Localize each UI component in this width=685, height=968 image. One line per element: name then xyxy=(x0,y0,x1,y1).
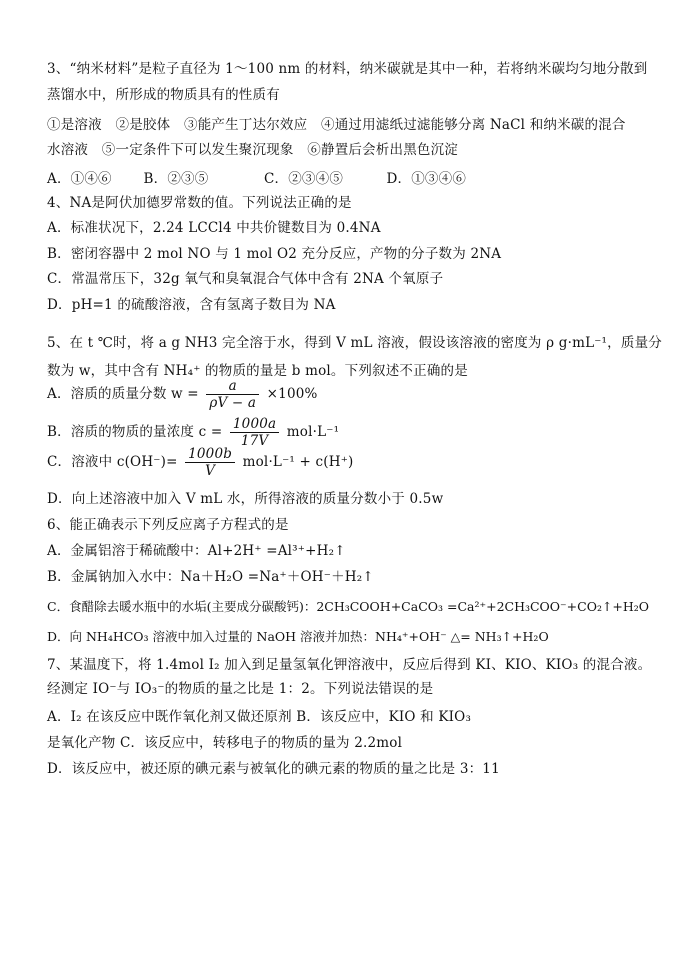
q5-option-a-tail: ×100% xyxy=(266,386,318,402)
q4-option-b: B．密闭容器中 2 mol NO 与 1 mol O2 充分反应，产物的分子数为 2NA xyxy=(47,246,502,262)
q5-option-d: D．向上述溶液中加入 V mL 水，所得溶液的质量分数小于 0.5w xyxy=(47,491,444,507)
q6-option-d: D．向 NH₄HCO₃ 溶液中加入过量的 NaOH 溶液并加热：NH₄⁺+OH⁻ △= NH₃↑+H₂O xyxy=(47,629,549,644)
q3-items-line-1: ①是溶液 ②是胶体 ③能产生丁达尔效应 ④通过用滤纸过滤能够分离 NaCl 和纳米碳的混合 xyxy=(47,117,626,133)
q3-option-c: C．②③④⑤ xyxy=(264,171,344,187)
q6-stem: 6、能正确表示下列反应离子方程式的是 xyxy=(47,517,289,533)
q7-option-b-c: 是氧化产物 C．该反应中，转移电子的物质的量为 2.2mol xyxy=(47,735,403,751)
q5-option-a xyxy=(47,378,318,411)
q4-option-a: A．标准状况下，2.24 LCCl4 中共价键数目为 0.4NA xyxy=(47,220,381,236)
q6-option-a: A．金属铝溶于稀硫酸中：Al+2H⁺ =Al³⁺+H₂↑ xyxy=(47,543,346,559)
q6-option-b: B．金属钠加入水中：Na＋H₂O =Na⁺＋OH⁻＋H₂↑ xyxy=(47,569,374,585)
q4-option-d: D．pH=1 的硫酸溶液，含有氢离子数目为 NA xyxy=(47,297,336,313)
q5-stem-line-1: 5、在 t ℃时，将 a g NH3 完全溶于水，得到 V mL 溶液，假设该溶液的密度为 ρ g·mL⁻¹，质量分 xyxy=(47,335,662,351)
q7-stem-line-1: 7、某温度下，将 1.4mol I₂ 加入到足量氢氧化钾溶液中，反应后得到 KI、KIO、KIO₃ 的混合液。 xyxy=(47,657,652,673)
q5-option-a-numerator: a xyxy=(206,378,259,395)
q3-stem-line-1: 3、“纳米材料”是粒子直径为 1～100 nm 的材料，纳米碳就是其中一种，若将纳米碳均匀地分散到 xyxy=(47,61,648,77)
q5-option-b xyxy=(47,416,339,449)
q5-option-c-denominator: V xyxy=(205,463,216,479)
q5-option-a-denominator: ρV − a xyxy=(209,395,257,411)
q4-option-c: C．常温常压下，32g 氧气和臭氧混合气体中含有 2NA 个氧原子 xyxy=(47,271,444,287)
q7-option-a-b: A．I₂ 在该反应中既作氧化剂又做还原剂 B．该反应中，KIO 和 KIO₃ xyxy=(47,709,472,725)
q3-option-d: D．①③④⑥ xyxy=(386,171,467,187)
q5-option-b-fraction xyxy=(230,416,279,449)
q5-option-b-label: B．溶质的物质的量浓度 c = xyxy=(47,424,223,440)
q5-option-c xyxy=(47,446,354,479)
q5-option-a-label: A．溶质的质量分数 w = xyxy=(47,386,199,402)
q5-option-b-numerator: 1000a xyxy=(230,416,279,433)
q7-stem-line-2: 经测定 IO⁻与 IO₃⁻的物质的量之比是 1：2。下列说法错误的是 xyxy=(47,681,434,697)
q3-items-line-2: 水溶液 ⑤一定条件下可以发生聚沉现象 ⑥静置后会析出黑色沉淀 xyxy=(47,142,458,158)
q5-option-a-fraction xyxy=(206,378,259,411)
q6-option-c: C．食醋除去暖水瓶中的水垢(主要成分碳酸钙)：2CH₃COOH+CaCO₃ =Ca²⁺+2CH₃COO⁻+CO₂↑+H₂O xyxy=(47,599,650,614)
q5-option-c-label: C．溶液中 c(OH⁻)= xyxy=(47,454,178,470)
q5-option-c-numerator: 1000b xyxy=(185,446,235,463)
q5-option-b-tail: mol·L⁻¹ xyxy=(286,424,340,440)
q7-option-d: D．该反应中，被还原的碘元素与被氧化的碘元素的物质的量之比是 3：11 xyxy=(47,761,500,777)
q5-stem-line-2: 数为 w，其中含有 NH₄⁺ 的物质的量是 b mol。下列叙述不正确的是 xyxy=(47,363,468,379)
q4-stem: 4、NA是阿伏加德罗常数的值。下列说法正确的是 xyxy=(47,195,352,211)
q3-options xyxy=(47,170,466,188)
q5-option-b-denominator: 17V xyxy=(240,433,269,449)
q5-option-c-fraction xyxy=(185,446,235,479)
q3-stem-line-2: 蒸馏水中，所形成的物质具有的性质有 xyxy=(47,87,280,103)
q3-option-a: A．①④⑥ xyxy=(47,171,112,187)
q5-option-c-tail: mol·L⁻¹ + c(H⁺) xyxy=(242,454,354,470)
q3-option-b: B．②③⑤ xyxy=(143,171,209,187)
